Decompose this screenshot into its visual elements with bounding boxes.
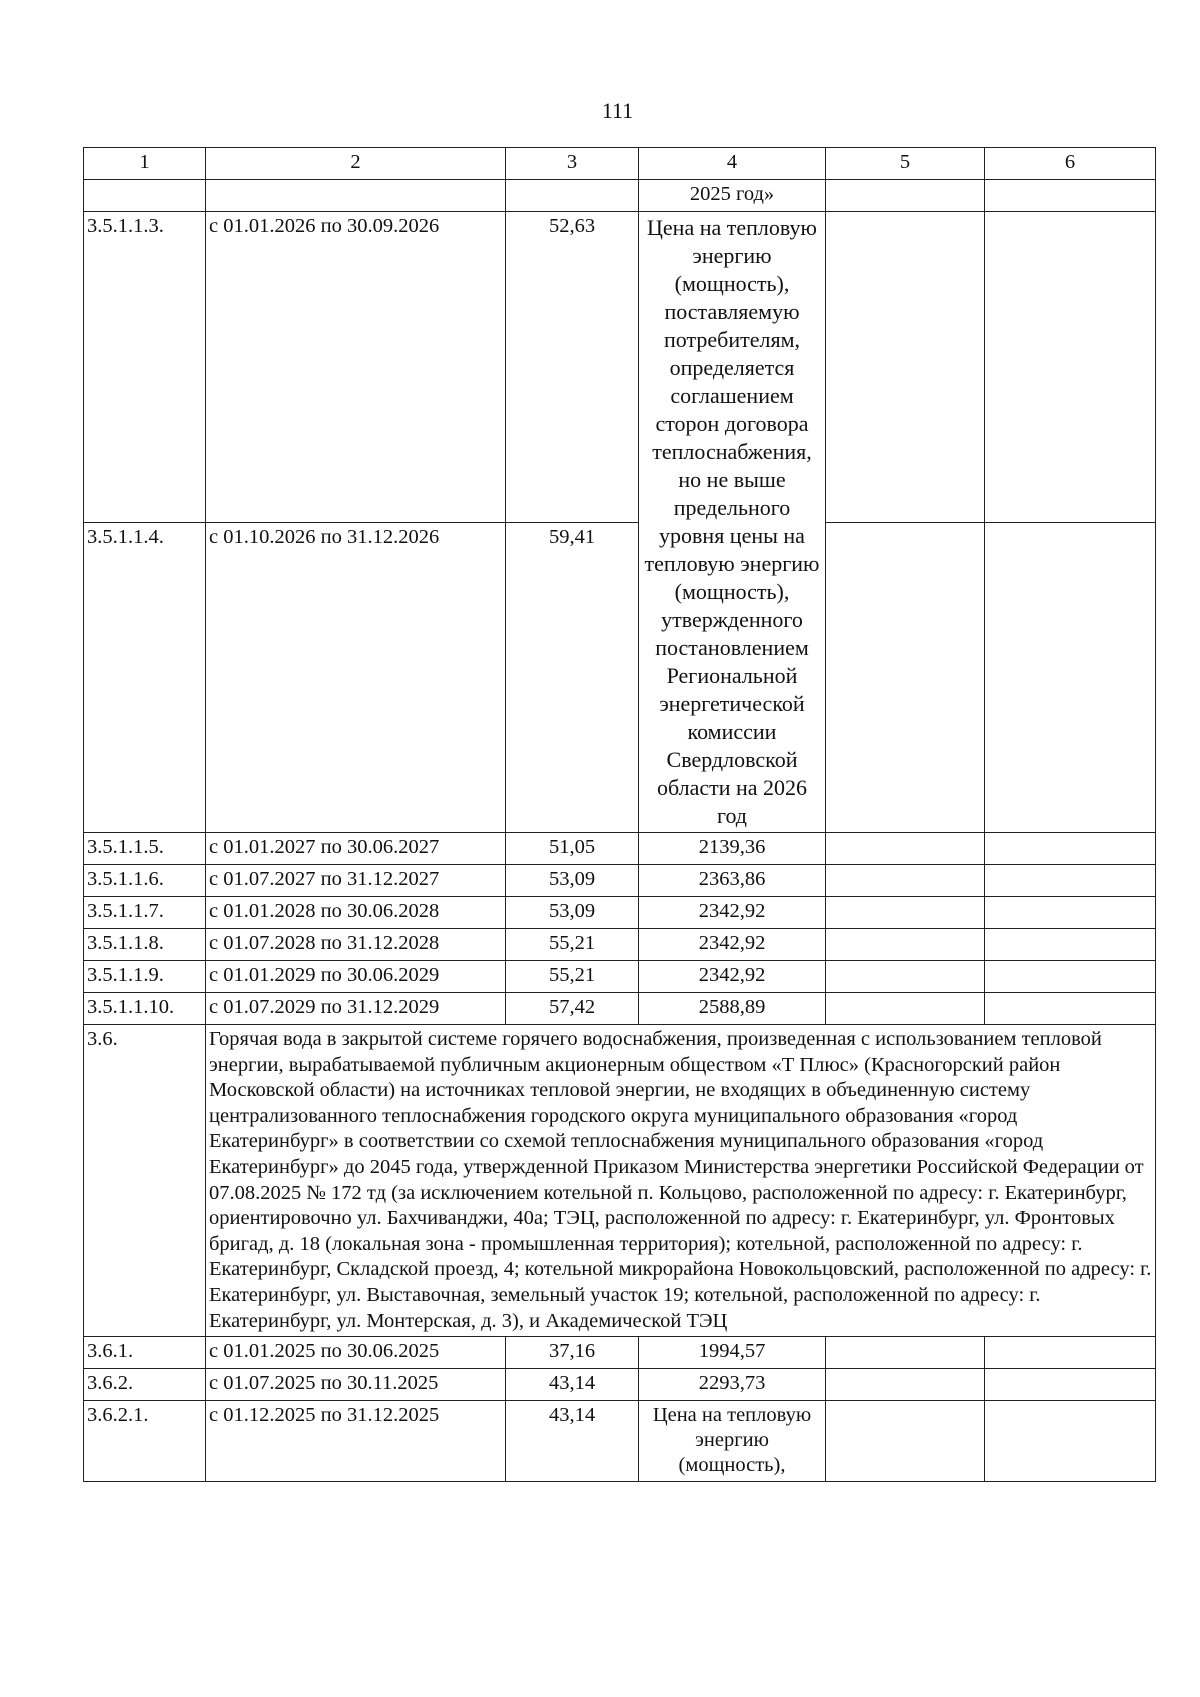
row-number-cell: 3.6. — [84, 1025, 206, 1337]
value-cell: 37,16 — [506, 1337, 639, 1369]
value-cell: 57,42 — [506, 993, 639, 1025]
header-cell: 5 — [826, 148, 985, 180]
header-cell: 1 — [84, 148, 206, 180]
header-cell: 3 — [506, 148, 639, 180]
price-cell: 2363,86 — [639, 865, 826, 897]
price-cell: 1994,57 — [639, 1337, 826, 1369]
empty-cell — [826, 522, 985, 833]
empty-cell — [985, 865, 1156, 897]
empty-cell — [826, 929, 985, 961]
price-cell: 2342,92 — [639, 961, 826, 993]
row-number-cell: 3.5.1.1.7. — [84, 897, 206, 929]
price-cell: 2342,92 — [639, 929, 826, 961]
row-number-cell: 3.6.1. — [84, 1337, 206, 1369]
row-number-cell: 3.5.1.1.8. — [84, 929, 206, 961]
table-row — [84, 897, 1156, 929]
price-cell: 2139,36 — [639, 833, 826, 865]
table-row — [84, 212, 1156, 523]
merged-price-text-cell: Цена на тепловую энергию (мощность), поставляемую потребителям, определяется соглашением сторон договора теплоснабжения, но не выше предельного уровня цены на тепловую энергию (мощность), утвержденного постановлением Региональной энергетической комиссии Свердловской области на 2026 год — [639, 212, 826, 833]
table-row — [84, 993, 1156, 1025]
empty-cell — [826, 993, 985, 1025]
empty-cell — [985, 897, 1156, 929]
period-cell: с 01.07.2029 по 31.12.2029 — [206, 993, 506, 1025]
period-cell: с 01.01.2025 по 30.06.2025 — [206, 1337, 506, 1369]
row-number-cell: 3.5.1.1.10. — [84, 993, 206, 1025]
empty-cell — [826, 180, 985, 212]
empty-cell — [985, 961, 1156, 993]
row-number-cell: 3.5.1.1.5. — [84, 833, 206, 865]
value-cell: 43,14 — [506, 1401, 639, 1482]
header-cell: 6 — [985, 148, 1156, 180]
period-cell: с 01.01.2028 по 30.06.2028 — [206, 897, 506, 929]
empty-cell — [985, 1369, 1156, 1401]
value-cell: 43,14 — [506, 1369, 639, 1401]
value-cell: 53,09 — [506, 897, 639, 929]
period-cell: с 01.07.2028 по 31.12.2028 — [206, 929, 506, 961]
empty-cell — [985, 993, 1156, 1025]
row-number-cell: 3.5.1.1.9. — [84, 961, 206, 993]
table-row — [84, 1369, 1156, 1401]
empty-cell — [826, 212, 985, 523]
empty-cell — [826, 833, 985, 865]
empty-cell — [985, 180, 1156, 212]
page-number: 111 — [601, 98, 634, 123]
row-number-cell: 3.5.1.1.4. — [84, 522, 206, 833]
empty-cell — [985, 1401, 1156, 1482]
row-number-cell: 3.6.2.1. — [84, 1401, 206, 1482]
table-row — [84, 522, 1156, 833]
table-row — [84, 1401, 1156, 1482]
table-row — [84, 1025, 1156, 1337]
period-cell: с 01.01.2029 по 30.06.2029 — [206, 961, 506, 993]
empty-cell — [985, 522, 1156, 833]
period-cell — [206, 180, 506, 212]
table-row — [84, 833, 1156, 865]
period-cell: с 01.01.2027 по 30.06.2027 — [206, 833, 506, 865]
empty-cell — [826, 1401, 985, 1482]
empty-cell — [985, 833, 1156, 865]
period-cell: с 01.07.2025 по 30.11.2025 — [206, 1369, 506, 1401]
empty-cell — [826, 897, 985, 929]
value-cell: 59,41 — [506, 522, 639, 833]
empty-cell — [985, 929, 1156, 961]
header-cell: 2 — [206, 148, 506, 180]
table-row — [84, 1337, 1156, 1369]
table-row — [84, 865, 1156, 897]
row-number-cell: 3.6.2. — [84, 1369, 206, 1401]
value-cell: 53,09 — [506, 865, 639, 897]
value-cell: 51,05 — [506, 833, 639, 865]
period-cell: с 01.12.2025 по 31.12.2025 — [206, 1401, 506, 1482]
row-number-cell: 3.5.1.1.6. — [84, 865, 206, 897]
tariff-table — [83, 147, 1156, 1482]
price-cell: Цена на тепловую энергию (мощность), — [639, 1401, 826, 1482]
empty-cell — [985, 1337, 1156, 1369]
header-cell: 4 — [639, 148, 826, 180]
table-row — [84, 929, 1156, 961]
table-row — [84, 180, 1156, 212]
price-cell: 2293,73 — [639, 1369, 826, 1401]
empty-cell — [985, 212, 1156, 523]
description-cell: Горячая вода в закрытой системе горячего водоснабжения, произведенная с использованием тепловой энергии, вырабатываемой публичным акционерным обществом «Т Плюс» (Красногорский район Московской области) на источниках тепловой энергии, не входящих в объединенную систему централизованного теплоснабжения городского округа муниципального образования «город Екатеринбург» в соответствии со схемой теплоснабжения муниципального образования «город Екатеринбург» до 2045 года, утвержденной Приказом Министерства энергетики Российской Федерации от 07.08.2025 № 172 тд (за исключением котельной п. Кольцово, расположенной по адресу: г. Екатеринбург, ориентировочно ул. Бахчиванджи, 40а; ТЭЦ, расположенной по адресу: г. Екатеринбург, ул. Фронтовых бригад, д. 18 (локальная зона - промышленная территория); котельной, расположенной по адресу: г. Екатеринбург, Складской проезд, 4; котельной микрорайона Новокольцовский, расположенной по адресу: г. Екатеринбург, ул. Выставочная, земельный участок 19; котельной, расположенной по адресу: г. Екатеринбург, ул. Монтерская, д. 3), и Академической ТЭЦ — [206, 1025, 1156, 1337]
empty-cell — [826, 1369, 985, 1401]
value-cell: 52,63 — [506, 212, 639, 523]
value-cell — [506, 180, 639, 212]
empty-cell — [826, 961, 985, 993]
value-cell: 55,21 — [506, 961, 639, 993]
empty-cell — [826, 1337, 985, 1369]
period-cell: с 01.07.2027 по 31.12.2027 — [206, 865, 506, 897]
empty-cell — [826, 865, 985, 897]
price-cell: 2342,92 — [639, 897, 826, 929]
row-number-cell — [84, 180, 206, 212]
value-cell: 55,21 — [506, 929, 639, 961]
table-header-row — [84, 148, 1156, 180]
period-cell: с 01.01.2026 по 30.09.2026 — [206, 212, 506, 523]
price-cell: 2025 год» — [639, 180, 826, 212]
row-number-cell: 3.5.1.1.3. — [84, 212, 206, 523]
price-cell: 2588,89 — [639, 993, 826, 1025]
table-row — [84, 961, 1156, 993]
period-cell: с 01.10.2026 по 31.12.2026 — [206, 522, 506, 833]
